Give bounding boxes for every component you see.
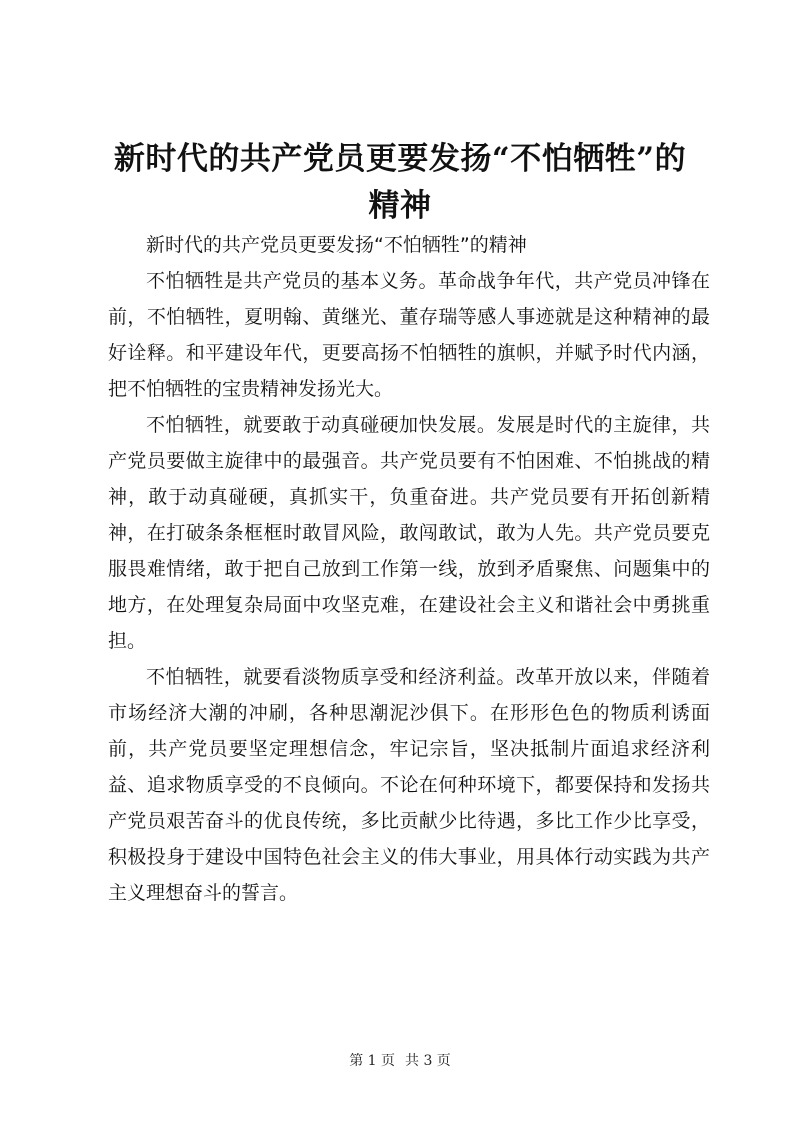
page-footer [0,1050,800,1070]
page-total: 共 3 页 [405,1053,451,1069]
paragraph-1: 不怕牺牲是共产党员的基本义务。革命战争年代，共产党员冲锋在前，不怕牺牲，夏明翰、黄继光、董存瑞等感人事迹就是这种精神的最好诠释。和平建设年代，更要高扬不怕牺牲的旗帜，并赋予时代内涵，把不怕牺牲的宝贵精神发扬光大。 [108,270,710,400]
page-number: 第 1 页 [349,1053,395,1069]
document-title: 新时代的共产党员更要发扬“不怕牺牲”的精神 [113,141,687,224]
document-subtitle: 新时代的共产党员更要发扬“不怕牺牲”的精神 [146,234,527,256]
paragraph-3: 不怕牺牲，就要看淡物质享受和经济利益。改革开放以来，伴随着市场经济大潮的冲刷，各种思潮泥沙俱下。在形形色色的物质利诱面前，共产党员要坚定理想信念，牢记宗旨，坚决抵制片面追求经济利益、追求物质享受的不良倾向。不论在何种环境下，都要保持和发扬共产党员艰苦奋斗的优良传统，多比贡献少比待遇，多比工作少比享受，积极投身于建设中国特色社会主义的伟大事业，用具体行动实践为共产主义理想奋斗的誓言。 [108,666,710,904]
paragraph-2: 不怕牺牲，就要敢于动真碰硬加快发展。发展是时代的主旋律，共产党员要做主旋律中的最强音。共产党员要有不怕困难、不怕挑战的精神，敢于动真碰硬，真抓实干，负重奋进。共产党员要有开拓创新精神，在打破条条框框时敢冒风险，敢闯敢试，敢为人先。共产党员要克服畏难情绪，敢于把自己放到工作第一线，放到矛盾聚焦、问题集中的地方，在处理复杂局面中攻坚克难，在建设社会主义和谐社会中勇挑重担。 [108,414,710,652]
document-body [108,227,710,911]
